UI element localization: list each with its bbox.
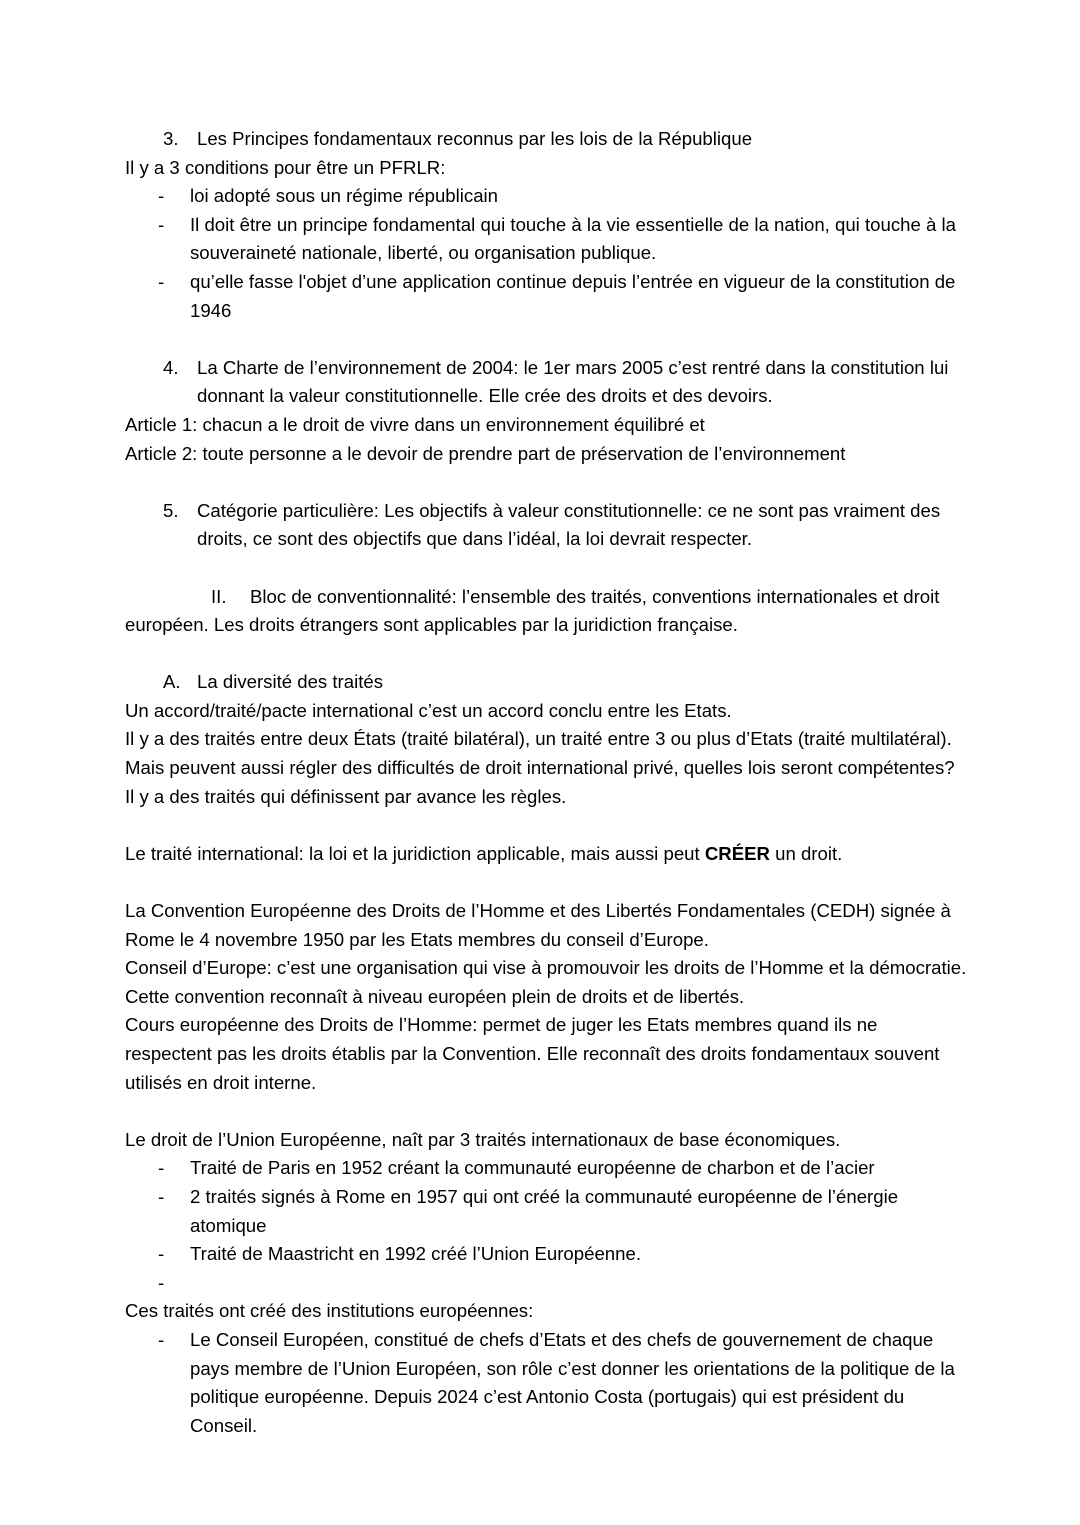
spacer — [125, 1097, 968, 1126]
list-marker: 3. — [163, 128, 179, 149]
traite-international-prefix: Le traité international: la loi et la juridiction applicable, mais aussi peut — [125, 842, 705, 864]
list-item-text: Traité de Maastricht en 1992 créé l’Union Européenne. — [190, 1243, 641, 1265]
dash-bullet-icon: - — [158, 270, 165, 292]
list-marker: 4. — [163, 356, 179, 378]
numbered-item-4 — [163, 354, 968, 411]
dash-bullet-icon: - — [158, 1185, 165, 1207]
union-europeenne-intro: Le droit de l’Union Européenne, naît par 3 traités internationaux de base économiques. — [125, 1128, 841, 1150]
list-item — [158, 1154, 968, 1183]
spacer — [125, 868, 968, 897]
list-item — [158, 211, 968, 268]
list-item-text: Il doit être un principe fondamental qui touche à la vie essentielle de la nation, qui touche à la souveraineté nationale, liberté, ou organisation publique. — [190, 213, 956, 264]
roman-section-2-text: Bloc de conventionnalité: l’ensemble des traités, conventions internationales et droit européen. Les droits étrangers sont applicables par la juridiction française. — [125, 585, 940, 636]
list-item-text: qu’elle fasse l'objet d’une application continue depuis l’entrée en vigueur de la constitution de 1946 — [190, 270, 956, 321]
cour-europeenne-paragraph: Cours européenne des Droits de l’Homme: permet de juger les Etats membres quand ils ne respectent pas les droits établis par la Convention. Elle reconnaît des droits fondamentaux souvent utilisés en droit interne. — [125, 1014, 940, 1093]
list-item-text: Traité de Paris en 1952 créant la communauté européenne de charbon et de l’acier — [190, 1157, 875, 1179]
list-marker: 5. — [163, 499, 179, 521]
spacer — [125, 640, 968, 669]
roman-numeral: II. — [211, 585, 227, 607]
numbered-item-5 — [163, 497, 968, 554]
list-item-text: Le Conseil Européen, constitué de chefs d’Etats et des chefs de gouvernement de chaque pays membre de l’Union Européen, son rôle c’est donner les orientations de la politique de la politique européenne. Depuis 2024 c’est Antonio Costa (portugais) qui est président du Conseil. — [190, 1328, 955, 1436]
numbered-item-3 — [163, 125, 968, 154]
list-item — [158, 268, 968, 325]
traites-paragraph-1: Un accord/traité/pacte international c’est un accord conclu entre les Etats. — [125, 699, 732, 721]
spacer — [125, 811, 968, 840]
traites-paragraph-3: Mais peuvent aussi régler des difficultés de droit international privé, quelles lois seront compétentes? Il y a des traités qui définissent par avance les règles. — [125, 757, 955, 807]
traite-international-line — [125, 840, 968, 869]
roman-section-2 — [125, 583, 968, 640]
document-body — [125, 125, 968, 1440]
spacer — [125, 554, 968, 583]
dash-bullet-icon: - — [158, 1271, 165, 1293]
pfrlr-intro: Il y a 3 conditions pour être un PFRLR: — [125, 156, 446, 178]
lettered-item-a — [163, 668, 968, 697]
lettered-item-a-title: La diversité des traités — [197, 671, 384, 693]
dash-bullet-icon: - — [158, 1328, 165, 1350]
list-item-text: loi adopté sous un régime républicain — [190, 185, 499, 207]
cedh-paragraph: La Convention Européenne des Droits de l’Homme et des Libertés Fondamentales (CEDH) signée à Rome le 4 novembre 1950 par les Etats membres du conseil d’Europe. — [125, 900, 951, 950]
list-item — [158, 182, 968, 211]
list-item-empty — [158, 1269, 968, 1298]
list-item-text: 2 traités signés à Rome en 1957 qui ont créé la communauté européenne de l’énergie atomique — [190, 1185, 899, 1236]
spacer — [125, 325, 968, 354]
conseil-europe-paragraph: Conseil d’Europe: c’est une organisation qui vise à promouvoir les droits de l’Homme et la démocratie. Cette convention reconnaît à niveau européen plein de droits et de libertés. — [125, 957, 967, 1007]
traite-international-suffix: un droit. — [769, 842, 843, 864]
list-item-text — [190, 1269, 968, 1298]
traites-paragraph-2: Il y a des traités entre deux États (traité bilatéral), un traité entre 3 ou plus d’Etats (traité multilatéral). — [125, 728, 952, 750]
charte-article-1: Article 1: chacun a le droit de vivre dans un environnement équilibré et — [125, 413, 705, 435]
numbered-item-5-text: Catégorie particulière: Les objectifs à valeur constitutionnelle: ce ne sont pas vraiment des droits, ce sont des objectifs que dans l’idéal, la loi devrait respecter. — [197, 499, 941, 550]
list-marker: A. — [163, 671, 181, 693]
numbered-item-3-title: Les Principes fondamentaux reconnus par les lois de la République — [197, 128, 753, 149]
charte-article-2: Article 2: toute personne a le devoir de prendre part de préservation de l’environnement — [125, 442, 846, 464]
spacer — [125, 468, 968, 497]
numbered-item-4-text: La Charte de l’environnement de 2004: le 1er mars 2005 c’est rentré dans la constitution lui donnant la valeur constitutionnelle. Elle crée des droits et des devoirs. — [197, 356, 949, 407]
list-item — [158, 1326, 968, 1440]
dash-bullet-icon: - — [158, 213, 165, 235]
list-item — [158, 1183, 968, 1240]
institutions-intro: Ces traités ont créé des institutions européennes: — [125, 1300, 534, 1322]
list-item — [158, 1240, 968, 1269]
traite-international-emphasis: CRÉER — [704, 842, 770, 864]
dash-bullet-icon: - — [158, 185, 165, 207]
dash-bullet-icon: - — [158, 1157, 165, 1179]
dash-bullet-icon: - — [158, 1243, 165, 1265]
